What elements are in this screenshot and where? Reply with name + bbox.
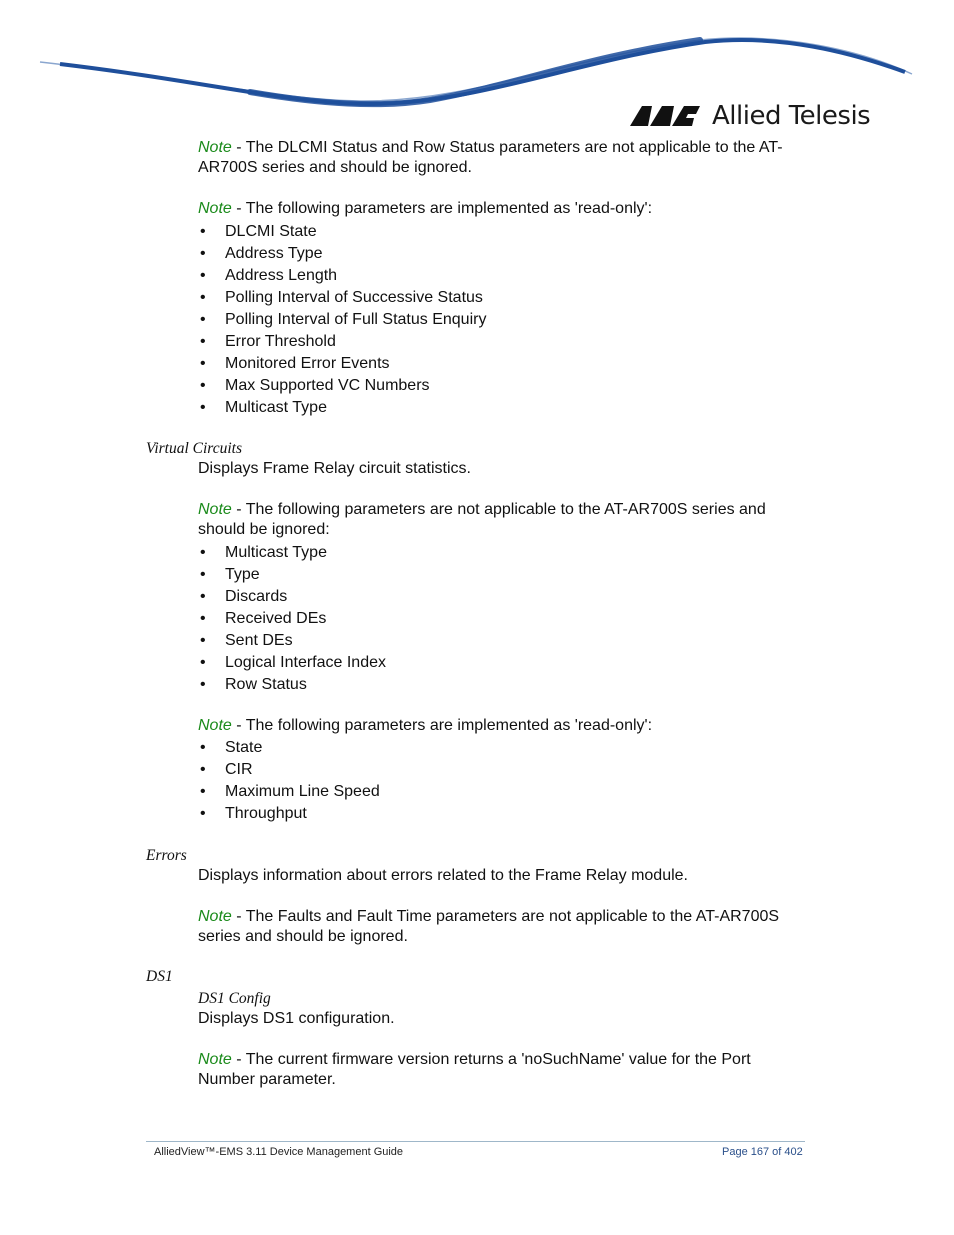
readonly-param-list xyxy=(198,737,380,825)
note-text: - The following parameters are implemented as 'read-only': xyxy=(231,200,653,217)
note-paragraph xyxy=(198,907,808,947)
allied-telesis-logo xyxy=(630,100,870,132)
section-description: Displays Frame Relay circuit statistics. xyxy=(198,460,471,477)
brand-name: Allied Telesis xyxy=(712,101,871,131)
list-item: • Polling Interval of Full Status Enquiry xyxy=(198,309,486,331)
readonly-param-list xyxy=(198,221,486,419)
list-item: • Address Type xyxy=(198,243,486,265)
list-item: • State xyxy=(198,737,380,759)
section-heading: DS1 xyxy=(146,968,173,985)
section-description: Displays DS1 configuration. xyxy=(198,1010,395,1027)
note-paragraph xyxy=(198,199,808,219)
list-item: • DLCMI State xyxy=(198,221,486,243)
subsection-heading: DS1 Config xyxy=(198,990,271,1007)
note-text: - The DLCMI Status and Row Status parameters are not applicable to the AT-AR700S series and should be ignored. xyxy=(198,139,783,176)
note-label: Note xyxy=(198,717,232,734)
footer-title: AlliedView™-EMS 3.11 Device Management Guide xyxy=(154,1146,404,1158)
ignored-param-list xyxy=(198,542,386,696)
note-paragraph xyxy=(198,1050,808,1090)
note-text: - The following parameters are implemented as 'read-only': xyxy=(231,717,653,734)
list-item: • Discards xyxy=(198,586,386,608)
note-label: Note xyxy=(198,1051,232,1068)
list-item: • Row Status xyxy=(198,674,386,696)
list-item: • Logical Interface Index xyxy=(198,652,386,674)
section-heading: Virtual Circuits xyxy=(146,440,243,457)
note-text: - The following parameters are not applicable to the AT-AR700S series and should be ignored: xyxy=(198,501,766,538)
allied-telesis-logo-mark-icon xyxy=(630,106,706,126)
footer-divider xyxy=(146,1141,805,1142)
note-text: - The Faults and Fault Time parameters are not applicable to the AT-AR700S series and should be ignored. xyxy=(198,908,780,945)
list-item: • Sent DEs xyxy=(198,630,386,652)
list-item: • Polling Interval of Successive Status xyxy=(198,287,486,309)
note-paragraph xyxy=(198,138,808,178)
list-item: • Monitored Error Events xyxy=(198,353,486,375)
list-item: • CIR xyxy=(198,759,380,781)
footer-page-number: Page 167 of 402 xyxy=(722,1146,803,1158)
note-label: Note xyxy=(198,908,232,925)
list-item: • Max Supported VC Numbers xyxy=(198,375,486,397)
list-item: • Multicast Type xyxy=(198,542,386,564)
note-label: Note xyxy=(198,501,232,518)
list-item: • Address Length xyxy=(198,265,486,287)
list-item: • Type xyxy=(198,564,386,586)
note-paragraph xyxy=(198,716,808,736)
list-item: • Throughput xyxy=(198,803,380,825)
section-heading: Errors xyxy=(146,847,187,864)
list-item: • Received DEs xyxy=(198,608,386,630)
list-item: • Multicast Type xyxy=(198,397,486,419)
section-description: Displays information about errors related to the Frame Relay module. xyxy=(198,867,688,884)
list-item: • Maximum Line Speed xyxy=(198,781,380,803)
note-paragraph xyxy=(198,500,808,540)
note-text: - The current firmware version returns a 'noSuchName' value for the Port Number parameter. xyxy=(198,1051,751,1088)
list-item: • Error Threshold xyxy=(198,331,486,353)
note-label: Note xyxy=(198,200,232,217)
note-label: Note xyxy=(198,139,232,156)
